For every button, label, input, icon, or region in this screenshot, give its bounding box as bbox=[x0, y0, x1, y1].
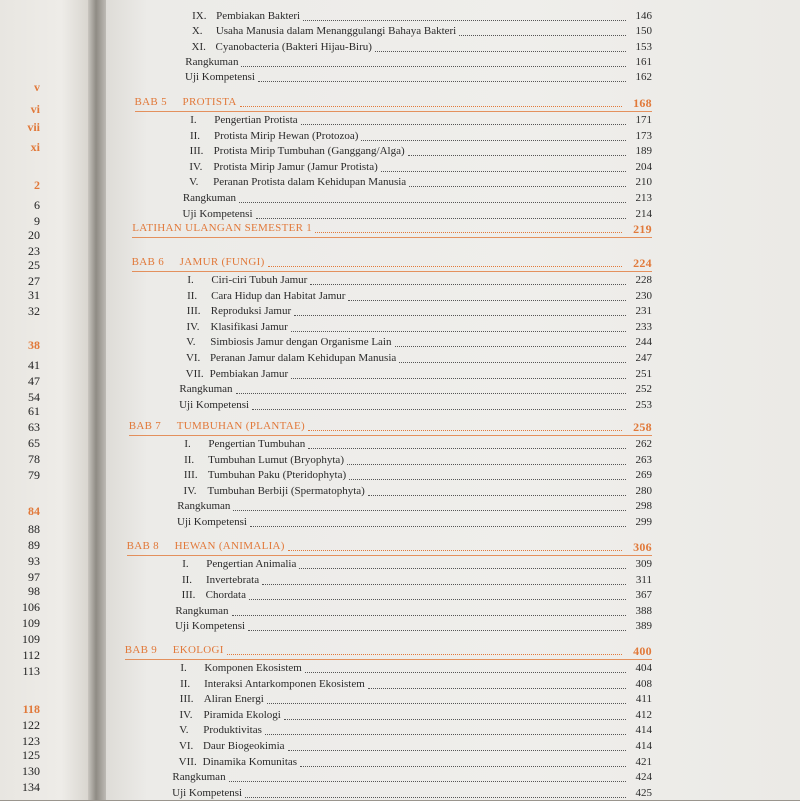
toc-entry-title: Pembiakan Jamur bbox=[209, 367, 289, 380]
dot-leader bbox=[256, 218, 626, 219]
toc-entry-title: Komponen Ekosistem bbox=[204, 662, 302, 674]
toc-chapter-heading bbox=[132, 222, 652, 238]
left-page-number: 123 bbox=[22, 734, 40, 748]
toc-chapter-heading bbox=[132, 256, 652, 272]
toc-entry bbox=[180, 336, 652, 350]
chapter-page: 224 bbox=[633, 256, 652, 270]
dot-leader bbox=[291, 378, 626, 379]
toc-entry bbox=[183, 161, 652, 175]
dot-leader bbox=[239, 202, 626, 203]
toc-entry-number: I. bbox=[180, 662, 187, 674]
toc-entry-title: Rangkuman bbox=[177, 500, 231, 513]
toc-entry bbox=[183, 208, 652, 222]
toc-entry-number: II. bbox=[189, 129, 201, 142]
dot-leader bbox=[284, 719, 626, 720]
left-page-number: 41 bbox=[28, 358, 40, 372]
toc-entry-number: VI. bbox=[185, 352, 201, 364]
dot-leader bbox=[361, 140, 626, 141]
left-page-number: 113 bbox=[22, 664, 40, 678]
toc-entry-number: II. bbox=[184, 453, 195, 466]
toc-entry bbox=[174, 662, 652, 676]
toc-entry-page: 146 bbox=[635, 10, 652, 22]
chapter-title: TUMBUHAN (PLANTAE) bbox=[176, 420, 305, 432]
toc-entry-title: Protista Mirip Tumbuhan (Ganggang/Alga) bbox=[213, 145, 405, 158]
toc-entry bbox=[186, 41, 652, 55]
toc-entry bbox=[183, 176, 652, 190]
toc-entry-title: Rangkuman bbox=[175, 604, 229, 617]
dot-leader bbox=[268, 266, 622, 267]
dot-leader bbox=[399, 362, 626, 363]
left-page-number: 79 bbox=[28, 468, 40, 482]
toc-entry-page: 204 bbox=[635, 160, 652, 173]
left-page-number: 84 bbox=[28, 504, 40, 518]
left-page-number: xi bbox=[30, 140, 40, 154]
toc-entry-number: VI. bbox=[178, 740, 194, 752]
toc-entry bbox=[178, 485, 652, 499]
book-spine bbox=[88, 0, 106, 800]
toc-entry-title: Simbiosis Jamur dengan Organisme Lain bbox=[210, 336, 392, 349]
chapter-rule bbox=[125, 659, 652, 660]
dot-leader bbox=[409, 186, 626, 187]
toc-entry-number: II. bbox=[187, 289, 198, 302]
chapter-rule bbox=[127, 555, 652, 556]
chapter-page: 400 bbox=[633, 644, 652, 658]
toc-entry-page: 189 bbox=[635, 145, 652, 158]
toc-entry bbox=[176, 558, 652, 572]
chapter-title: PROTISTA bbox=[182, 96, 237, 108]
toc-entry-title: Usaha Manusia dalam Menanggulangi Bahaya Bakteri bbox=[215, 25, 457, 38]
left-page-number: 125 bbox=[22, 748, 40, 762]
left-page-number: 31 bbox=[28, 288, 40, 302]
dot-leader bbox=[308, 448, 626, 449]
dot-leader bbox=[267, 703, 626, 704]
left-page-number: 122 bbox=[22, 718, 40, 732]
toc-entry-number: IV. bbox=[183, 484, 197, 497]
dot-leader bbox=[299, 568, 626, 569]
dot-leader bbox=[408, 155, 626, 156]
toc-chapter-heading bbox=[129, 420, 652, 436]
toc-entry-page: 262 bbox=[635, 438, 652, 450]
toc-entry-title: Protista Mirip Jamur (Jamur Protista) bbox=[213, 160, 378, 173]
left-page-number: 93 bbox=[28, 554, 40, 568]
toc-entry-number: I. bbox=[187, 274, 194, 286]
dot-leader bbox=[229, 781, 626, 782]
toc-entry-page: 299 bbox=[635, 516, 652, 528]
toc-entry-number: XI. bbox=[191, 40, 206, 53]
left-page-number: 27 bbox=[28, 274, 40, 288]
left-page-number: 63 bbox=[28, 420, 40, 434]
toc-entry-page: 408 bbox=[635, 677, 652, 690]
toc-entry bbox=[186, 25, 652, 39]
toc-entry-number: IV. bbox=[186, 320, 200, 333]
toc-entry bbox=[174, 678, 652, 692]
chapter-title: LATIHAN ULANGAN SEMESTER 1 bbox=[132, 222, 313, 234]
toc-entry-title: Dinamika Komunitas bbox=[202, 755, 298, 768]
toc-entry-page: 233 bbox=[635, 320, 652, 333]
toc-entry-page: 253 bbox=[635, 398, 652, 411]
toc-entry-title: Pengertian Animalia bbox=[206, 558, 297, 570]
toc-entry-number: III. bbox=[189, 145, 204, 158]
toc-entry-title: Rangkuman bbox=[185, 55, 239, 68]
dot-leader bbox=[233, 510, 626, 511]
dot-leader bbox=[300, 766, 626, 767]
toc-entry-number: VII. bbox=[178, 755, 197, 768]
toc-entry-number: IV. bbox=[179, 708, 193, 721]
chapter-title: EKOLOGI bbox=[172, 644, 224, 656]
chapter-rule bbox=[129, 435, 652, 436]
left-page-number: 97 bbox=[28, 570, 40, 584]
left-page-number: 6 bbox=[34, 198, 40, 212]
toc-entry-number: I. bbox=[182, 558, 189, 570]
left-page-number: 25 bbox=[28, 258, 40, 272]
toc-chapter-heading bbox=[135, 96, 652, 112]
toc-entry bbox=[178, 469, 652, 483]
dot-leader bbox=[265, 734, 626, 735]
left-page-number: 47 bbox=[28, 374, 40, 388]
chapter-page: 306 bbox=[633, 540, 652, 554]
left-page-number: 38 bbox=[28, 338, 40, 352]
dot-leader bbox=[262, 584, 626, 585]
dot-leader bbox=[241, 66, 626, 67]
toc-entry-title: Peranan Jamur dalam Kehidupan Manusia bbox=[209, 352, 397, 364]
toc-entry bbox=[173, 724, 652, 738]
toc-chapter-heading bbox=[127, 540, 652, 556]
toc-entry bbox=[180, 368, 652, 382]
toc-entry-title: Pembiakan Bakteri bbox=[216, 10, 301, 22]
left-page bbox=[0, 0, 88, 800]
left-page-number: 109 bbox=[22, 616, 40, 630]
chapter-page: 258 bbox=[633, 420, 652, 434]
toc-entry-title: Rangkuman bbox=[172, 771, 226, 784]
toc-entry-page: 404 bbox=[635, 662, 652, 674]
dot-leader bbox=[288, 750, 626, 751]
toc-entry-number: II. bbox=[180, 677, 191, 690]
toc-entry-page: 231 bbox=[635, 305, 652, 318]
left-page-number: 109 bbox=[22, 632, 40, 646]
toc-entry-page: 162 bbox=[635, 71, 652, 84]
dot-leader bbox=[240, 106, 622, 107]
toc-entry-page: 414 bbox=[635, 724, 652, 737]
toc-entry-page: 280 bbox=[635, 484, 652, 497]
left-page-number: 9 bbox=[34, 214, 40, 228]
toc-entry-title: Tumbuhan Paku (Pteridophyta) bbox=[207, 469, 347, 482]
toc-entry-page: 252 bbox=[635, 383, 652, 396]
toc-entry bbox=[173, 740, 652, 754]
toc-entry bbox=[179, 383, 652, 397]
toc-entry bbox=[176, 574, 652, 588]
chapter-page: 168 bbox=[633, 96, 652, 110]
toc-entry bbox=[174, 709, 652, 723]
toc-entry-number: V. bbox=[189, 176, 199, 189]
left-page-number: 98 bbox=[28, 584, 40, 598]
toc-entry-page: 214 bbox=[635, 207, 652, 220]
dot-leader bbox=[294, 315, 626, 316]
dot-leader bbox=[288, 550, 622, 551]
chapter-label: BAB 9 bbox=[124, 644, 158, 656]
toc-entry bbox=[185, 56, 652, 70]
toc-entry bbox=[172, 771, 652, 785]
toc-entry-title: Chordata bbox=[205, 589, 246, 602]
chapter-title: JAMUR (FUNGI) bbox=[179, 256, 265, 268]
toc-entry-title: Ciri-ciri Tubuh Jamur bbox=[211, 274, 308, 286]
toc-entry-title: Tumbuhan Lumut (Bryophyta) bbox=[208, 453, 344, 466]
left-page-number: 106 bbox=[22, 600, 40, 614]
dot-leader bbox=[303, 20, 626, 21]
toc-entry-number: IV. bbox=[189, 160, 203, 173]
left-page-number: 2 bbox=[34, 178, 40, 192]
toc-entry-page: 150 bbox=[635, 25, 652, 38]
toc-entry-page: 244 bbox=[635, 336, 652, 349]
dot-leader bbox=[301, 124, 626, 125]
toc-entry-number: V. bbox=[186, 336, 196, 349]
toc-entry bbox=[183, 192, 652, 206]
toc-entry-page: 213 bbox=[635, 192, 652, 204]
toc-entry-page: 367 bbox=[635, 589, 652, 602]
dot-leader bbox=[395, 346, 626, 347]
toc-entry bbox=[181, 274, 652, 288]
dot-leader bbox=[236, 393, 626, 394]
dot-leader bbox=[232, 615, 626, 616]
toc-chapter-heading bbox=[125, 644, 652, 660]
toc-entry-title: Uji Kompetensi bbox=[179, 398, 250, 411]
toc-entry-title: Uji Kompetensi bbox=[172, 786, 243, 799]
toc-entry-number: III. bbox=[186, 305, 201, 318]
dot-leader bbox=[368, 495, 626, 496]
dot-leader bbox=[248, 630, 626, 631]
toc-entry bbox=[181, 290, 652, 304]
toc-entry-title: Peranan Protista dalam Kehidupan Manusia bbox=[213, 176, 407, 189]
toc-entry bbox=[173, 756, 652, 770]
toc-entry-number: III. bbox=[179, 693, 194, 706]
chapter-label: BAB 7 bbox=[128, 420, 162, 432]
dot-leader bbox=[349, 479, 626, 480]
dot-leader bbox=[291, 331, 626, 332]
dot-leader bbox=[227, 654, 622, 655]
dot-leader bbox=[308, 430, 622, 431]
toc-entry bbox=[186, 10, 652, 24]
toc-entry-page: 173 bbox=[635, 129, 652, 142]
toc-entry-page: 425 bbox=[635, 786, 652, 799]
chapter-label: BAB 5 bbox=[134, 96, 167, 108]
toc-entry bbox=[184, 130, 652, 144]
toc-entry-page: 251 bbox=[635, 367, 652, 380]
dot-leader bbox=[305, 672, 626, 673]
toc-entry-page: 269 bbox=[635, 469, 652, 482]
chapter-rule bbox=[135, 111, 652, 112]
chapter-label: BAB 8 bbox=[126, 540, 159, 552]
left-page-number: 32 bbox=[28, 304, 40, 318]
toc-entry-number: VII. bbox=[185, 367, 204, 380]
toc-entry-page: 424 bbox=[635, 771, 652, 784]
left-page-number: 54 bbox=[28, 390, 40, 404]
toc-entry-number: I. bbox=[184, 438, 191, 450]
toc-entry-title: Pengertian Tumbuhan bbox=[208, 438, 306, 450]
left-page-number: 89 bbox=[28, 538, 40, 552]
left-page-number: 23 bbox=[28, 244, 40, 258]
toc-entry-title: Pengertian Protista bbox=[214, 114, 298, 126]
dot-leader bbox=[348, 300, 626, 301]
toc-entry-page: 309 bbox=[635, 558, 652, 570]
toc-entry bbox=[177, 516, 652, 530]
toc-entry-page: 389 bbox=[635, 620, 652, 633]
toc-entry bbox=[181, 305, 652, 319]
chapter-rule bbox=[132, 271, 652, 272]
toc-entry bbox=[181, 321, 652, 335]
toc-entry-page: 298 bbox=[635, 500, 652, 513]
toc-entry-page: 263 bbox=[635, 453, 652, 466]
toc-entry-title: Uji Kompetensi bbox=[175, 620, 246, 633]
left-page-number: v bbox=[34, 80, 40, 94]
left-page-number: vii bbox=[27, 120, 40, 134]
toc-entry-page: 171 bbox=[635, 114, 652, 126]
left-page-number: 112 bbox=[22, 648, 40, 662]
chapter-page: 219 bbox=[633, 222, 652, 236]
toc-entry-title: Reproduksi Jamur bbox=[210, 305, 292, 318]
left-page-number: 88 bbox=[28, 522, 40, 536]
toc-entry-page: 210 bbox=[635, 176, 652, 189]
chapter-label: BAB 6 bbox=[131, 256, 165, 268]
dot-leader bbox=[368, 688, 626, 689]
toc-entry-number: III. bbox=[181, 589, 196, 602]
chapter-title: HEWAN (ANIMALIA) bbox=[174, 540, 285, 552]
dot-leader bbox=[375, 51, 626, 52]
dot-leader bbox=[315, 232, 622, 233]
toc-entry-page: 161 bbox=[635, 55, 652, 68]
toc-entry-number: I. bbox=[190, 114, 197, 126]
toc-entry bbox=[172, 787, 652, 801]
toc-entry-number: III. bbox=[183, 469, 198, 482]
toc-entry-title: Invertebrata bbox=[205, 573, 260, 586]
toc-entry-page: 311 bbox=[635, 573, 652, 586]
toc-entry bbox=[185, 71, 652, 85]
dot-leader bbox=[258, 81, 626, 82]
toc-entry-title: Tumbuhan Berbiji (Spermatophyta) bbox=[207, 484, 365, 497]
toc-entry-page: 230 bbox=[635, 289, 652, 302]
toc-entry bbox=[184, 145, 652, 159]
chapter-rule bbox=[132, 237, 652, 238]
toc-entry-title: Interaksi Antarkomponen Ekosistem bbox=[204, 677, 365, 690]
toc-entry-title: Cyanobacteria (Bakteri Hijau-Biru) bbox=[215, 40, 372, 53]
dot-leader bbox=[381, 171, 626, 172]
toc-entry-number: X. bbox=[191, 25, 203, 38]
toc-entry bbox=[178, 454, 652, 468]
dot-leader bbox=[310, 284, 626, 285]
toc-entry-page: 412 bbox=[635, 708, 652, 721]
toc-entry bbox=[175, 620, 652, 634]
toc-entry-title: Produktivitas bbox=[203, 724, 262, 737]
dot-leader bbox=[245, 797, 626, 798]
toc-entry bbox=[180, 352, 652, 366]
left-page-number: 118 bbox=[22, 702, 40, 716]
toc-entry-page: 228 bbox=[635, 274, 652, 286]
toc-entry-number: IX. bbox=[192, 10, 207, 22]
toc-entry-page: 411 bbox=[635, 693, 652, 706]
left-page-number: 65 bbox=[28, 436, 40, 450]
left-page-number: 130 bbox=[22, 764, 40, 778]
toc-entry bbox=[179, 399, 652, 413]
toc-entry-page: 153 bbox=[635, 40, 652, 53]
toc-entry-page: 421 bbox=[635, 755, 652, 768]
left-page-number: 61 bbox=[28, 404, 40, 418]
toc-entry bbox=[175, 605, 652, 619]
dot-leader bbox=[250, 526, 626, 527]
toc-entry-number: II. bbox=[181, 573, 193, 586]
toc-entry-number: V. bbox=[179, 724, 189, 737]
dot-leader bbox=[347, 464, 626, 465]
dot-leader bbox=[252, 409, 626, 410]
toc-entry-page: 247 bbox=[635, 352, 652, 364]
toc-entry-title: Daur Biogeokimia bbox=[202, 740, 285, 752]
toc-entry-title: Uji Kompetensi bbox=[182, 207, 253, 220]
toc-entry-page: 414 bbox=[635, 740, 652, 752]
left-page-number: 134 bbox=[22, 780, 40, 794]
toc-entry-title: Uji Kompetensi bbox=[185, 71, 255, 84]
left-page-number: 20 bbox=[28, 228, 40, 242]
left-page-number: vi bbox=[30, 102, 40, 116]
left-page-number: 78 bbox=[28, 452, 40, 466]
toc-entry-title: Cara Hidup dan Habitat Jamur bbox=[211, 289, 346, 302]
toc-entry-title: Protista Mirip Hewan (Protozoa) bbox=[213, 129, 359, 142]
toc-entry-title: Uji Kompetensi bbox=[177, 516, 247, 528]
toc-entry bbox=[177, 500, 652, 514]
dot-leader bbox=[459, 35, 626, 36]
toc-entry-page: 388 bbox=[635, 604, 652, 617]
toc-entry bbox=[178, 438, 652, 452]
toc-entry bbox=[174, 693, 652, 707]
toc-entry bbox=[184, 114, 652, 128]
toc-entry-title: Aliran Energi bbox=[203, 693, 264, 706]
toc-entry-title: Klasifikasi Jamur bbox=[210, 320, 288, 333]
dot-leader bbox=[249, 599, 626, 600]
toc-entry-title: Rangkuman bbox=[182, 192, 236, 204]
toc-entry-title: Piramida Ekologi bbox=[203, 708, 281, 721]
toc-entry-title: Rangkuman bbox=[179, 383, 233, 396]
toc-entry bbox=[176, 589, 652, 603]
